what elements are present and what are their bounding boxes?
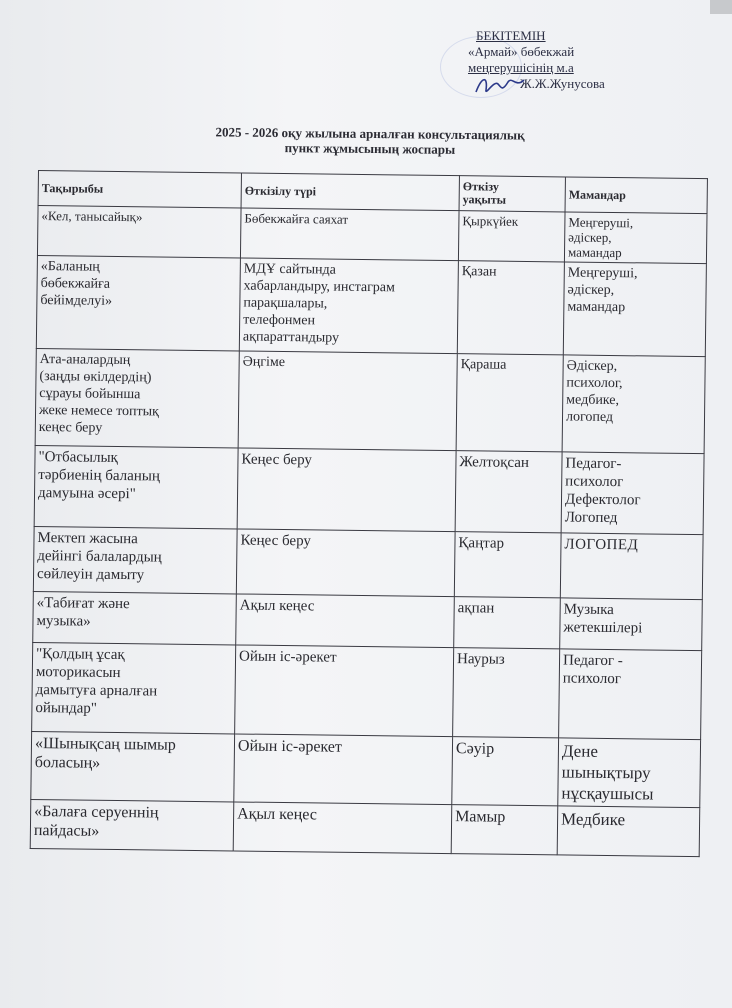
cell-time: Қазан: [457, 261, 564, 355]
cell-time: Қаңтар: [454, 532, 561, 598]
cell-topic: "Отбасылық тәрбиенің баланың дамуына әсері": [34, 445, 238, 528]
cell-topic: Мектеп жасына дейінгі балалардың сөйлеуін дамыту: [33, 526, 237, 593]
cell-topic: «Кел, танысайық»: [37, 206, 241, 258]
cell-form: Ойын іс-әрекет: [235, 645, 454, 737]
cell-specialists: Медбике: [557, 806, 700, 857]
document-title: [130, 123, 610, 158]
signature-icon: [472, 72, 532, 98]
cell-time: Наурыз: [453, 648, 560, 738]
cell-specialists: Меңгеруші, әдіскер, мамандар: [563, 262, 706, 357]
title-line-1: 2025 - 2026 оқу жылына арналған консультациялық: [215, 124, 525, 143]
cell-form: Әңгіме: [238, 351, 457, 451]
cell-topic: «Шынықсаң шымыр боласың»: [31, 731, 235, 801]
table-row: [33, 526, 703, 599]
cell-specialists: Педагог - психолог: [559, 649, 702, 740]
cell-topic: "Қолдың ұсақ моторикасын дамытуға арналған ойындар": [32, 642, 236, 733]
cell-specialists: ЛОГОПЕД: [560, 533, 703, 600]
cell-time: Мамыр: [451, 805, 558, 855]
header-time: Өткізу уақыты: [459, 176, 565, 212]
cell-specialists: Музыка жетекшілері: [560, 598, 703, 651]
cell-time: ақпан: [454, 597, 561, 649]
table-row: [34, 445, 704, 534]
table-row: [31, 731, 701, 807]
cell-topic: «Балаға серуеннің пайдасы»: [30, 799, 234, 850]
cell-time: Сәуір: [452, 737, 559, 806]
header-form: Өткізілу түрі: [241, 173, 459, 211]
title-line-2: пункт жұмысының жоспары: [284, 140, 456, 157]
header-topic: Тақырыбы: [38, 171, 241, 208]
approval-name: Ж.Ж.Жунусова: [520, 76, 605, 91]
cell-time: Қараша: [456, 354, 563, 452]
cell-form: Ойын іс-әрекет: [234, 734, 453, 805]
table-row: [35, 348, 705, 453]
approval-org: «Армай» бөбекжай: [468, 44, 575, 59]
header-specialists: Мамандар: [565, 177, 707, 214]
cell-specialists: Дене шынықтыру нұсқаушысы: [558, 738, 701, 808]
cell-form: Кеңес беру: [236, 529, 455, 597]
cell-topic: «Баланың бөбекжайға бейімделуі»: [36, 255, 240, 350]
cell-specialists: Меңгеруші, әдіскер, мамандар: [564, 212, 707, 264]
cell-topic: «Табиғат және музыка»: [33, 591, 237, 644]
table-row: [30, 799, 700, 856]
approval-position: меңгерушісінің м.а: [468, 60, 574, 75]
plan-table: [30, 170, 708, 857]
cell-form: Ақыл кеңес: [236, 594, 455, 648]
table-row: [32, 642, 702, 739]
dark-corner: [710, 0, 732, 14]
cell-topic: Ата-аналардың (заңды өкілдердің) сұрауы бойынша жеке немесе топтық кеңес беру: [35, 348, 239, 447]
cell-form: МДҰ сайтында хабарландыру, инстаграм парақшалары, телефонмен ақпараттандыру: [239, 258, 458, 354]
approval-heading: БЕКІТЕМІН: [476, 28, 546, 43]
cell-form: Бөбекжайға саяхат: [240, 208, 459, 261]
table-row: [37, 206, 707, 264]
cell-specialists: Педагог- психолог Дефектолог Логопед: [561, 452, 704, 535]
cell-form: Ақыл кеңес: [233, 802, 452, 854]
cell-time: Желтоқсан: [455, 451, 562, 533]
cell-specialists: Әдіскер, психолог, медбике, логопед: [562, 355, 705, 454]
cell-form: Кеңес беру: [237, 448, 456, 532]
cell-time: Қыркүйек: [458, 211, 565, 262]
table-row: [36, 255, 706, 356]
table-row: [33, 591, 703, 650]
